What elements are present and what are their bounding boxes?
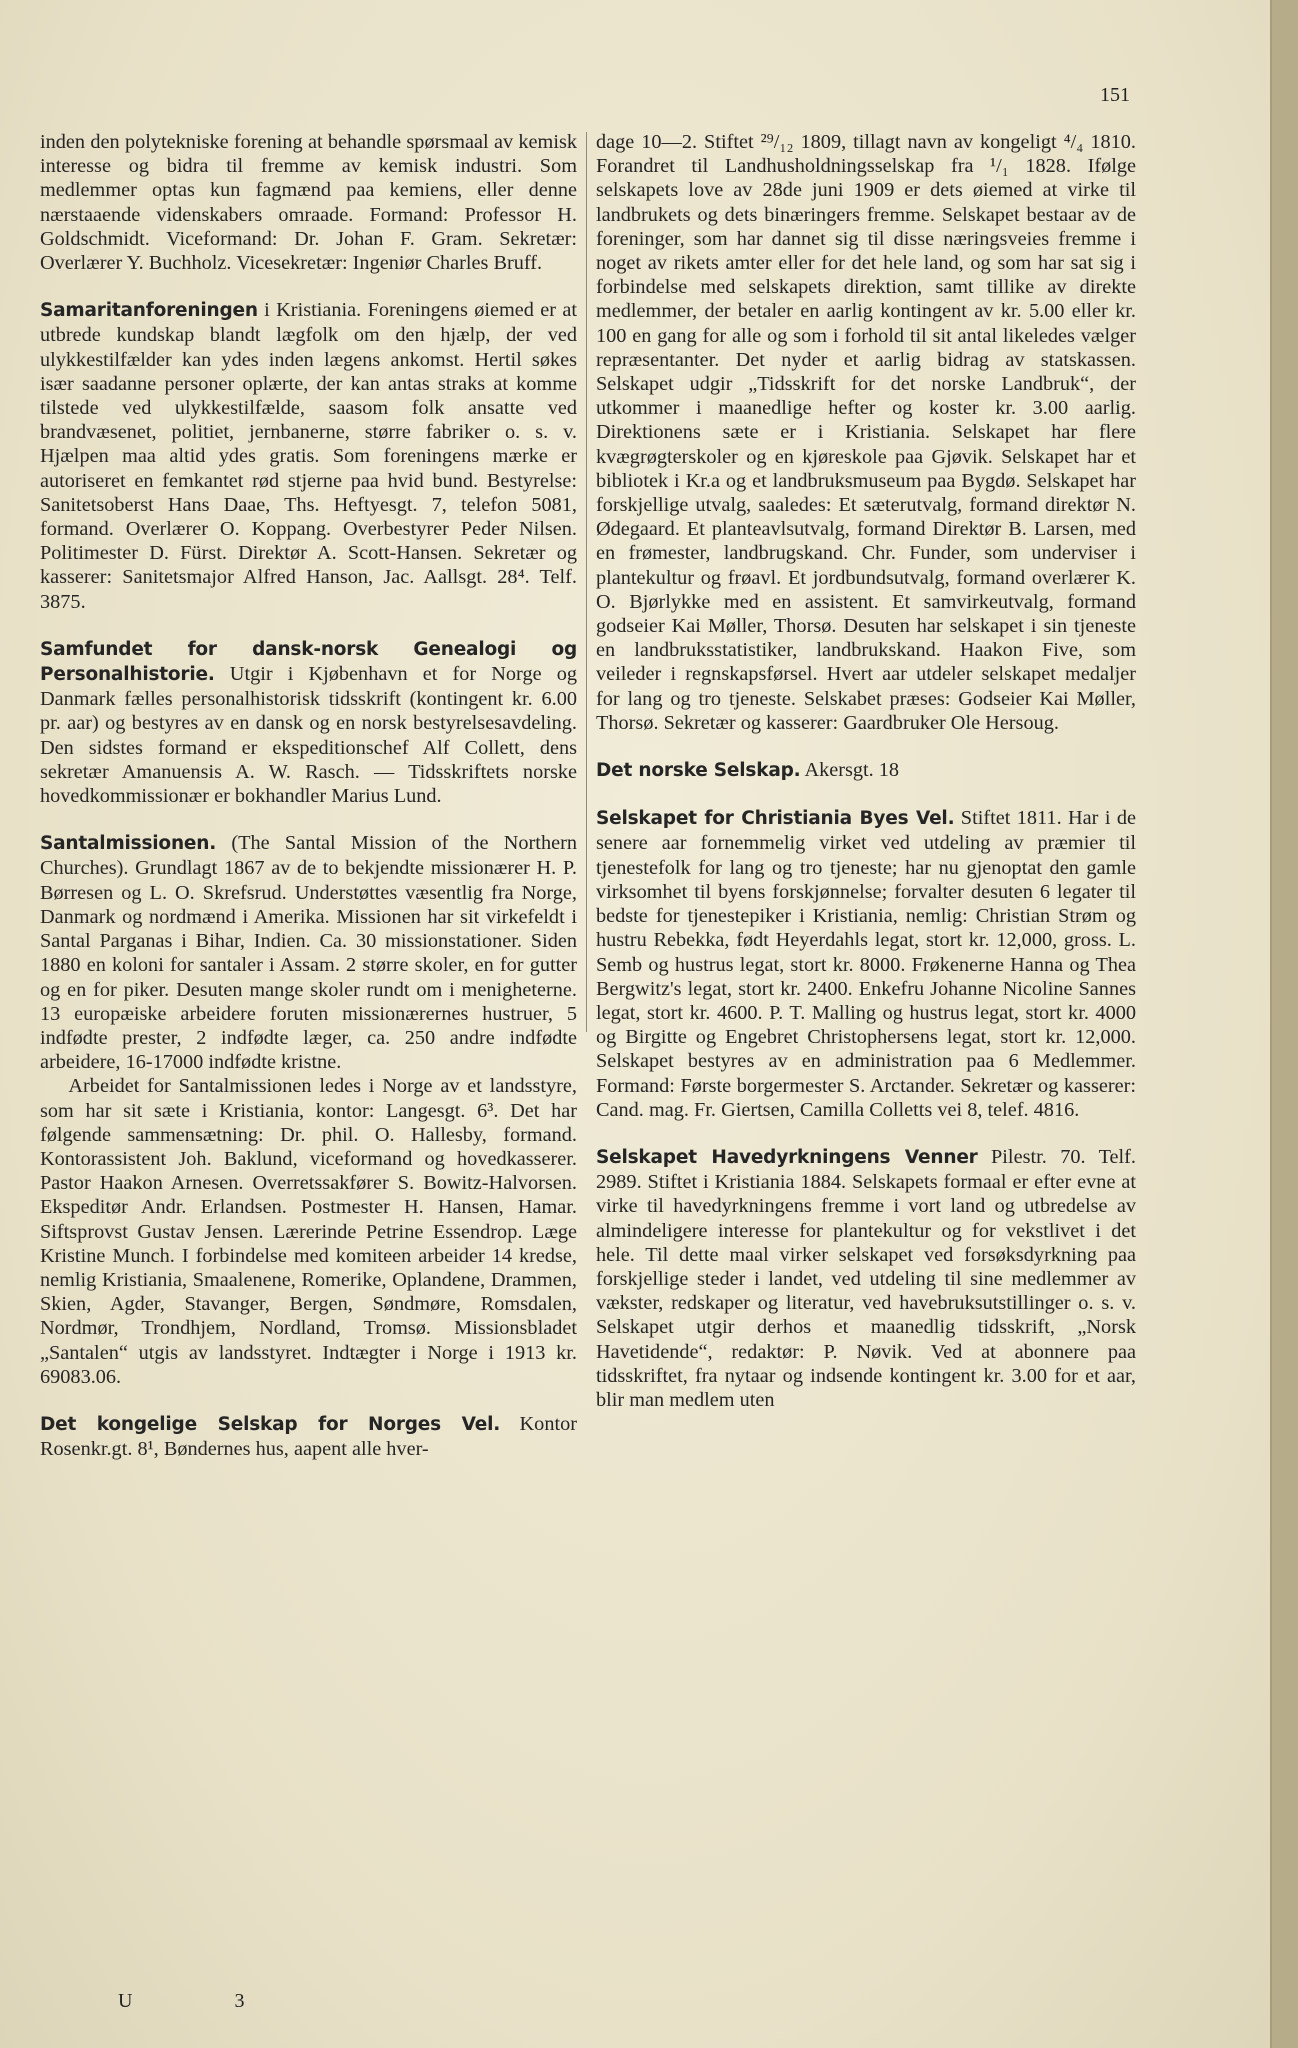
entry-text: Utgir i Kjøbenhavn et for Norge og Danmark fælles personalhistorisk tidsskrift (kontingent kr. 6.00 pr. aar) og bestyres av en dansk og en norsk bestyrelsesavdeling. Den sidstes formand er ekspeditionschef Alf Collett, dens sekretær Amanuensis A. W. Rasch. — Tidsskriftets norske hovedkommissionær er bokhandler Marius Lund.: [40, 663, 577, 808]
entry-kongelige-selskap: [40, 1412, 577, 1461]
entry-text: Stiftet 1811. Har i de senere aar fornemmelig virket ved utdeling av præmier til tjenestefolk for lang og tro tjeneste; har nu gjenoptat den gamle virksomhet til byens forskjønnelse; forvalter desuten 6 legater til bedste for tjenestepiker i Kristiania, nemlig: Christian Strøm og hustru Rebekka, født Heyerdahls legat, stort kr. 12,000, gross. L. Semb og hustrus legat, stort kr. 8000. Frøkenerne Hanna og Thea Bergwitz's legat, stort kr. 2400. Enkefru Johanne Nicoline Sannes legat, stort kr. 4600. P. T. Malling og hustrus legat, stort kr. 4000 og Birgitte og Engebret Christophersens legat, stort kr. 12,000. Selskapet bestyres av en administration paa 6 Medlemmer. Formand: Første borgermester S. Arctander. Sekretær og kasserer: Cand. mag. Fr. Giertsen, Camilla Colletts vei 8, telef. 4816.: [596, 807, 1136, 1121]
entry-heading: Selskapet for Christiania Byes Vel.: [596, 808, 955, 830]
entry-text: Akersgt. 18: [804, 759, 900, 782]
entry-text: i Kristiania. Foreningens øiemed er at utbrede kundskap blandt lægfolk om den hjælp, der ved ulykkestilfælder kan ydes inden lægens ankomst. Hertil søkes især saadanne personer oplærte, der kan antas straks at komme tilstede ved ulykkestilfælde, saasom folk ansatte ved brandvæsenet, politiet, jernbanerne, større fabriker o. s. v. Hjælpen maa altid ydes gratis. Som foreningens mærke er autoriseret en femkantet rød stjerne paa hvid bund. Bestyrelse: Sanitetsoberst Hans Daae, Ths. Heftyesgt. 7, telefon 5081, formand. Overlærer O. Koppang. Overbestyrer Peder Nilsen. Politimester D. Fürst. Direktør A. Scott-Hansen. Sekretær og kasserer: Sanitetsmajor Alfred Hanson, Jac. Aallsgt. 28⁴. Telf. 3875.: [40, 299, 577, 613]
entry-christiania-byes-vel: [596, 806, 1136, 1122]
entry-det-norske-selskap: [596, 758, 1136, 783]
page-number: 151: [1100, 84, 1130, 106]
column-divider: [586, 132, 587, 1032]
entry-text: dage 10—2. Stiftet ²⁹/₁₂ 1809, tillagt navn av kongeligt ⁴/₄ 1810. Forandret til Landhusholdningsselskap fra ¹/₁ 1828. Ifølge selskapets love av 28de juni 1909 er dets øiemed at virke til landbrukets og dets binæringers fremme. Selskapet bestaar av de foreninger, som har dannet sig til disse næringsveies fremme i noget av rikets amter eller for det hele land, og som har sat sig i forbindelse med selskapets direktion, samt tillike av direkte medlemmer, der betaler en aarlig kontingent av kr. 5.00 eller kr. 100 en gang for alle og som i forhold til sit antal likeledes vælger repræsentanter. Det nyder et aarlig bidrag av statskassen. Selskapet udgir „Tidsskrift for det norske Landbruk“, der utkommer i maanedlige hefter og koster kr. 3.00 aarlig. Direktionens sæte er i Kristiania. Selskapet har flere kvægrøgterskoler og en kjøreskole paa Gjøvik. Selskapet har et bibliotek i Kr.a og et landbruksmuseum paa Bygdø. Selskapet har forskjellige utvalg, saaledes: Et sæterutvalg, formand direktør N. Ødegaard. Et planteavlsutvalg, formand Direktør B. Larsen, med en frømester, landbrugskand. Chr. Funder, som underviser i plantekultur og frøavl. Et jordbundsutvalg, formand overlærer K. O. Bjørlykke med en assistent. Et samvirkeutvalg, formand godseier Kai Møller, Thorsø. Desuten har selskapet i sin tjeneste en landbruksstatistiker, landbrukskand. Haakon Five, som veileder i regnskapsførsel. Hvert aar utdeler selskapet medaljer for lang og tro tjeneste. Selskabet præses: Godseier Kai Møller, Thorsø. Sekretær og kasserer: Gaardbruker Ole Hersoug.: [596, 131, 1136, 734]
entry-heading: Samaritanforeningen: [40, 300, 258, 322]
entry-text-continued: Arbeidet for Santalmissionen ledes i Norge av et landsstyre, som har sit sæte i Kristiania, kontor: Langesgt. 6³. Det har følgende sammensætning: Dr. phil. O. Hallesby, formand. Kontorassistent Joh. Baklund, viceformand og hovedkasserer. Pastor Haakon Arnesen. Overretssakfører S. Bowitz-Halvorsen. Ekspeditør Andr. Erlandsen. Postmester H. Hansen, Hamar. Siftsprovst Gustav Jensen. Lærerinde Petrine Essendrop. Læge Kristine Munch. I forbindelse med komiteen arbeider 14 kredse, nemlig Kristiania, Smaalenene, Romerike, Oplandene, Drammen, Skien, Agder, Stavanger, Bergen, Søndmøre, Romsdalen, Nordmør, Trondhjem, Nordland, Tromsø. Missionsbladet „Santalen“ utgis av landsstyret. Indtægter i Norge i 1913 kr. 69083.06.: [40, 1075, 577, 1388]
entry-polytechnic-continued: [40, 130, 577, 275]
sheet-number: 3: [234, 1990, 245, 2012]
right-column: [596, 130, 1136, 1435]
signature-mark: U: [118, 1990, 133, 2012]
entry-heading: Santalmissionen.: [40, 833, 217, 855]
page-footer: [118, 1990, 346, 2013]
entry-text: Pilestr. 70. Telf. 2989. Stiftet i Kristiania 1884. Selskapets formaal er efter evne at virke til havedyrkningens fremme i vort land og utbredelse av almindeligere interesse for plantekultur og for vekstlivet i det hele. Til dette maal virker selskapet ved forsøksdyrkning paa forskjellige steder i landet, ved utdeling til sine medlemmer av vækster, redskaper og literatur, ved havebruksutstillinger o. s. v. Selskapet utgir derhos et maanedlig tidsskrift, „Norsk Havetidende“, redaktør: P. Nøvik. Ved at abonnere paa tidsskriftet, fra nytaar og indsende kontingent kr. 3.00 for et aar, blir man medlem uten: [596, 1145, 1137, 1411]
entry-text: Kontor Rosenkr.gt. 8¹, Bøndernes hus, aapent alle hver-: [40, 1412, 577, 1461]
entry-heading: Selskapet Havedyrkningens Venner: [596, 1146, 978, 1168]
left-column: [40, 130, 577, 1484]
entry-samfundet-genealogi: [40, 637, 577, 808]
entry-heading: Samfundet for dansk-norsk Genealogi og Personalhistorie.: [40, 638, 577, 686]
entry-text: inden den polytekniske forening at behandle spørsmaal av kemisk interesse og bidra til fremme av kemisk industri. Som medlemmer optas kun fagmænd paa kemiens, eller denne nærstaaende videnskabers omraade. Formand: Professor H. Goldschmidt. Viceformand: Dr. Johan F. Gram. Sekretær: Overlærer Y. Buchholz. Vicesekretær: Ingeniør Charles Bruff.: [40, 131, 577, 275]
entry-heading: Det kongelige Selskap for Norges Vel.: [40, 1413, 501, 1435]
entry-text: (The Santal Mission of the Northern Churches). Grundlagt 1867 av de to bekjendte missionærer H. P. Børresen og L. O. Skrefsrud. Understøttes væsentlig fra Norge, Danmark og nordmænd i Amerika. Missionen har sit virkefeldt i Santal Parganas i Bihar, Indien. Ca. 30 missionstationer. Siden 1880 en koloni for santaler i Assam. 2 større skoler, en for gutter og en for piker. Desuten mange skoler rundt om i menigheterne. 13 europæiske arbeidere foruten missionærernes hustruer, 5 indfødte prester, 2 indfødte læger, ca. 250 andre indfødte arbeidere, 16-17000 indfødte kristne.: [40, 832, 577, 1074]
entry-kongelige-selskap-continued: [596, 130, 1136, 735]
entry-samaritanforeningen: [40, 298, 577, 614]
entry-heading: Det norske Selskap.: [596, 760, 801, 782]
scan-border: [1270, 0, 1298, 2048]
entry-havedyrkningens-venner: [596, 1145, 1136, 1412]
entry-santalmissionen: [40, 831, 577, 1389]
